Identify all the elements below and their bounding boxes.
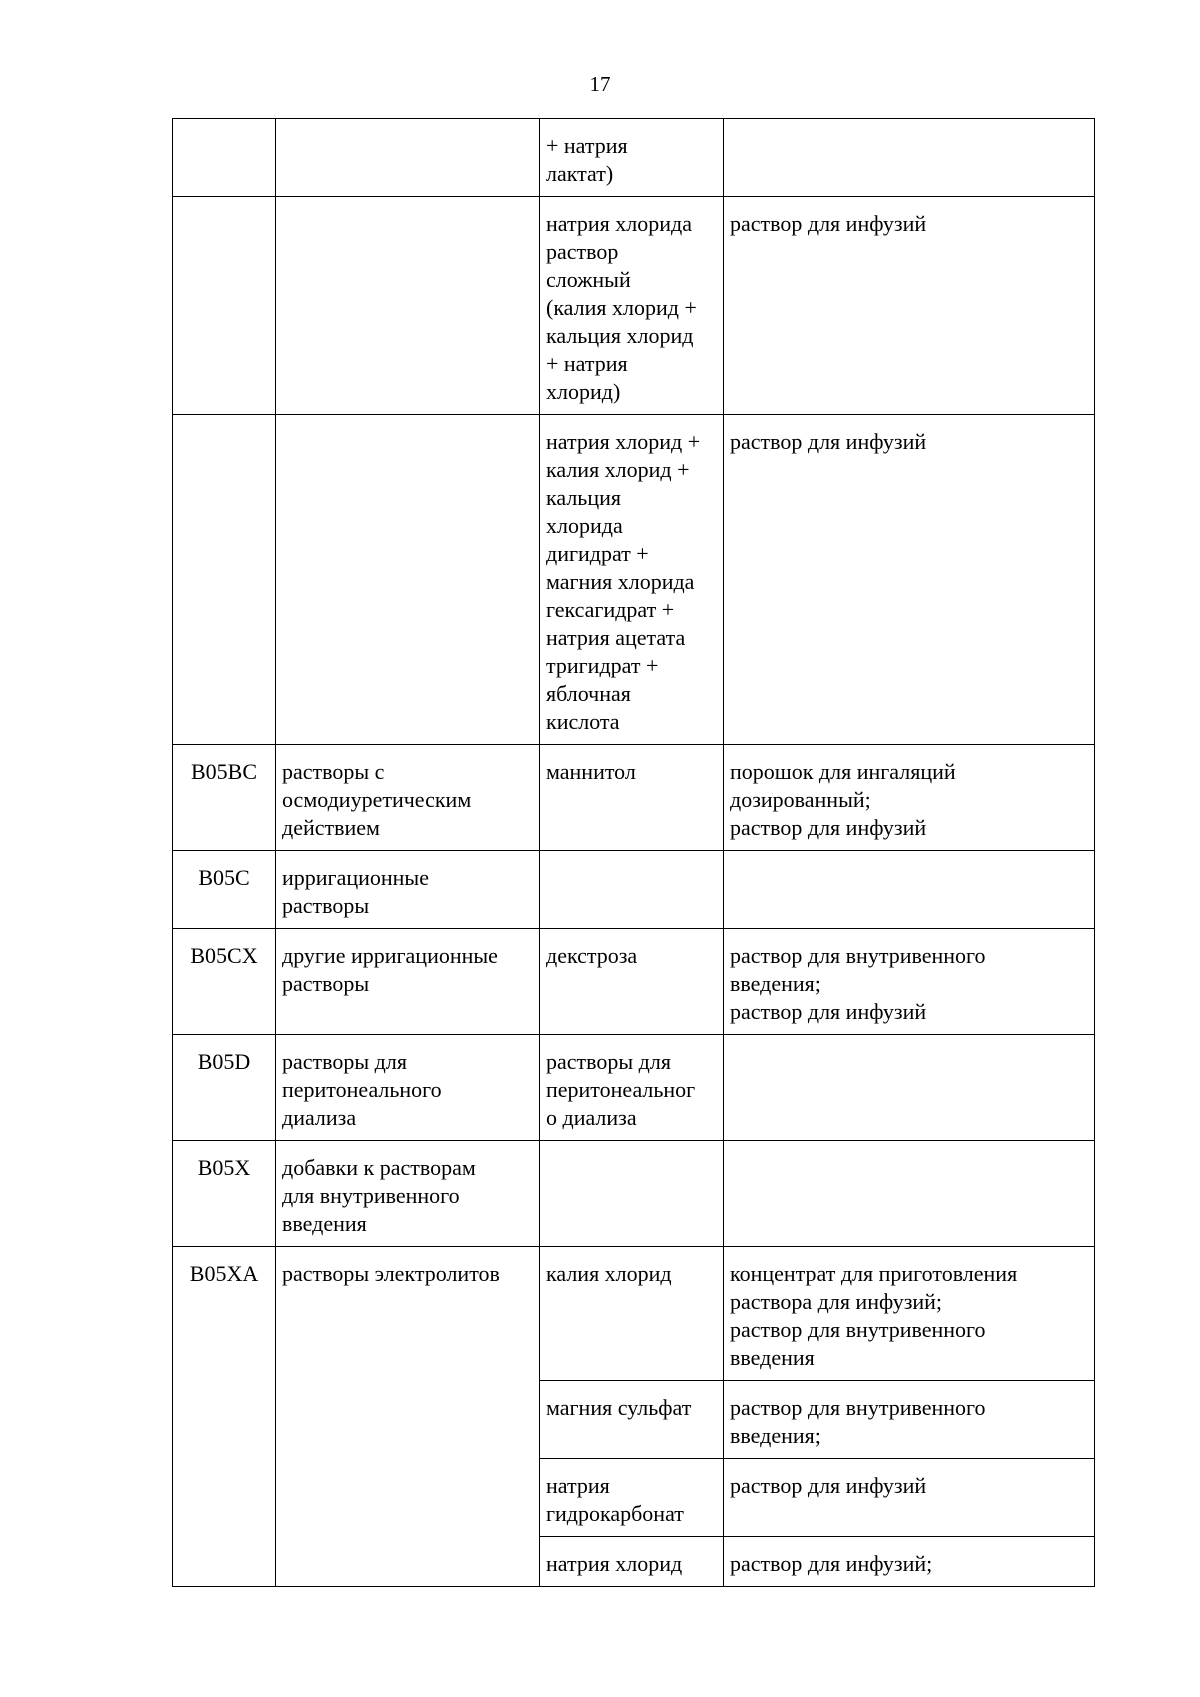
substance-cell bbox=[540, 197, 724, 415]
dosage-form-cell bbox=[724, 1247, 1095, 1381]
atc-code-cell bbox=[173, 197, 276, 415]
cell-line: раствор bbox=[546, 239, 619, 264]
cell-line: раствора для инфузий; bbox=[730, 1289, 943, 1314]
substance-cell bbox=[540, 119, 724, 197]
cell-line: B05CX bbox=[190, 943, 258, 968]
cell-line: хлорида bbox=[546, 513, 623, 538]
cell-line: введения bbox=[730, 1345, 815, 1370]
cell-line: + натрия bbox=[546, 133, 628, 158]
cell-line: калия хлорид bbox=[546, 1261, 672, 1286]
table-row bbox=[173, 1141, 1095, 1247]
cell-line: растворы для bbox=[282, 1049, 407, 1074]
cell-line: гидрокарбонат bbox=[546, 1501, 684, 1526]
cell-line: калия хлорид + bbox=[546, 457, 690, 482]
cell-line: декстроза bbox=[546, 943, 638, 968]
cell-line: кальция bbox=[546, 485, 621, 510]
cell-line: тригидрат + bbox=[546, 653, 659, 678]
cell-line: натрия ацетата bbox=[546, 625, 686, 650]
cell-line: (калия хлорид + bbox=[546, 295, 697, 320]
group-name-cell bbox=[276, 119, 540, 197]
substance-cell bbox=[540, 851, 724, 929]
substance-cell bbox=[540, 929, 724, 1035]
table-row bbox=[173, 929, 1095, 1035]
atc-code-cell bbox=[173, 1035, 276, 1141]
cell-line: добавки к растворам bbox=[282, 1155, 476, 1180]
atc-code-cell bbox=[173, 929, 276, 1035]
page-number: 17 bbox=[589, 72, 611, 96]
substance-cell bbox=[540, 1141, 724, 1247]
cell-line: раствор для внутривенного bbox=[730, 943, 986, 968]
group-name-cell bbox=[276, 851, 540, 929]
cell-line: осмодиуретическим bbox=[282, 787, 472, 812]
cell-line: магния хлорида bbox=[546, 569, 695, 594]
cell-line: введения; bbox=[730, 1423, 821, 1448]
substance-cell bbox=[540, 745, 724, 851]
cell-line: порошок для ингаляций bbox=[730, 759, 956, 784]
dosage-form-cell bbox=[724, 1381, 1095, 1459]
substance-cell bbox=[540, 415, 724, 745]
cell-line: раствор для инфузий bbox=[730, 999, 927, 1024]
group-name-cell bbox=[276, 929, 540, 1035]
cell-line: раствор для внутривенного bbox=[730, 1317, 986, 1342]
cell-line: раствор для внутривенного bbox=[730, 1395, 986, 1420]
dosage-form-cell bbox=[724, 197, 1095, 415]
group-name-cell bbox=[276, 1035, 540, 1141]
cell-line: о диализа bbox=[546, 1105, 637, 1130]
cell-line: перитонеального bbox=[282, 1077, 442, 1102]
medication-table bbox=[172, 118, 1095, 1587]
table-row bbox=[173, 1035, 1095, 1141]
cell-line: введения; bbox=[730, 971, 821, 996]
atc-code-cell bbox=[173, 1141, 276, 1247]
cell-line: маннитол bbox=[546, 759, 636, 784]
atc-code-cell bbox=[173, 415, 276, 745]
group-name-cell bbox=[276, 1247, 540, 1587]
cell-line: растворы с bbox=[282, 759, 385, 784]
cell-line: дигидрат + bbox=[546, 541, 649, 566]
cell-line: + натрия bbox=[546, 351, 628, 376]
cell-line: растворы bbox=[282, 893, 370, 918]
cell-line: действием bbox=[282, 815, 380, 840]
dosage-form-cell bbox=[724, 415, 1095, 745]
atc-code-cell bbox=[173, 851, 276, 929]
group-name-cell bbox=[276, 745, 540, 851]
atc-code-cell bbox=[173, 745, 276, 851]
cell-line: другие ирригационные bbox=[282, 943, 498, 968]
substance-cell bbox=[540, 1537, 724, 1587]
cell-line: дозированный; bbox=[730, 787, 871, 812]
table-row bbox=[173, 415, 1095, 745]
cell-line: хлорид) bbox=[546, 379, 621, 404]
substance-cell bbox=[540, 1035, 724, 1141]
cell-line: натрия хлорид + bbox=[546, 429, 701, 454]
dosage-form-cell bbox=[724, 1537, 1095, 1587]
dosage-form-cell bbox=[724, 745, 1095, 851]
atc-code-cell bbox=[173, 1247, 276, 1587]
cell-line: раствор для инфузий; bbox=[730, 1551, 933, 1576]
cell-line: растворы bbox=[282, 971, 370, 996]
cell-line: натрия bbox=[546, 1473, 610, 1498]
cell-line: натрия хлорид bbox=[546, 1551, 683, 1576]
cell-line: кислота bbox=[546, 709, 620, 734]
cell-line: раствор для инфузий bbox=[730, 429, 927, 454]
cell-line: растворы для bbox=[546, 1049, 671, 1074]
group-name-cell bbox=[276, 415, 540, 745]
dosage-form-cell bbox=[724, 851, 1095, 929]
dosage-form-cell bbox=[724, 1141, 1095, 1247]
cell-line: концентрат для приготовления bbox=[730, 1261, 1018, 1286]
cell-line: раствор для инфузий bbox=[730, 1473, 927, 1498]
cell-line: гексагидрат + bbox=[546, 597, 675, 622]
cell-line: яблочная bbox=[546, 681, 631, 706]
cell-line: B05XA bbox=[189, 1261, 259, 1286]
substance-cell bbox=[540, 1381, 724, 1459]
cell-line: B05X bbox=[197, 1155, 251, 1180]
dosage-form-cell bbox=[724, 1459, 1095, 1537]
cell-line: раствор для инфузий bbox=[730, 815, 927, 840]
table-row bbox=[173, 851, 1095, 929]
cell-line: раствор для инфузий bbox=[730, 211, 927, 236]
cell-line: сложный bbox=[546, 267, 631, 292]
cell-line: B05BC bbox=[190, 759, 258, 784]
cell-line: B05C bbox=[198, 865, 250, 890]
table-row bbox=[173, 197, 1095, 415]
table-row bbox=[173, 119, 1095, 197]
cell-line: магния сульфат bbox=[546, 1395, 692, 1420]
cell-line: лактат) bbox=[546, 161, 614, 186]
cell-line: B05D bbox=[197, 1049, 251, 1074]
cell-line: для внутривенного bbox=[282, 1183, 460, 1208]
group-name-cell bbox=[276, 197, 540, 415]
table-row bbox=[173, 745, 1095, 851]
cell-line: ирригационные bbox=[282, 865, 429, 890]
cell-line: кальция хлорид bbox=[546, 323, 694, 348]
dosage-form-cell bbox=[724, 929, 1095, 1035]
substance-cell bbox=[540, 1247, 724, 1381]
atc-code-cell bbox=[173, 119, 276, 197]
group-name-cell bbox=[276, 1141, 540, 1247]
table-row bbox=[173, 1247, 1095, 1381]
cell-line: введения bbox=[282, 1211, 367, 1236]
dosage-form-cell bbox=[724, 1035, 1095, 1141]
cell-line: диализа bbox=[282, 1105, 357, 1130]
substance-cell bbox=[540, 1459, 724, 1537]
cell-line: натрия хлорида bbox=[546, 211, 692, 236]
cell-line: растворы электролитов bbox=[282, 1261, 500, 1286]
cell-line: перитонеальног bbox=[546, 1077, 696, 1102]
dosage-form-cell bbox=[724, 119, 1095, 197]
